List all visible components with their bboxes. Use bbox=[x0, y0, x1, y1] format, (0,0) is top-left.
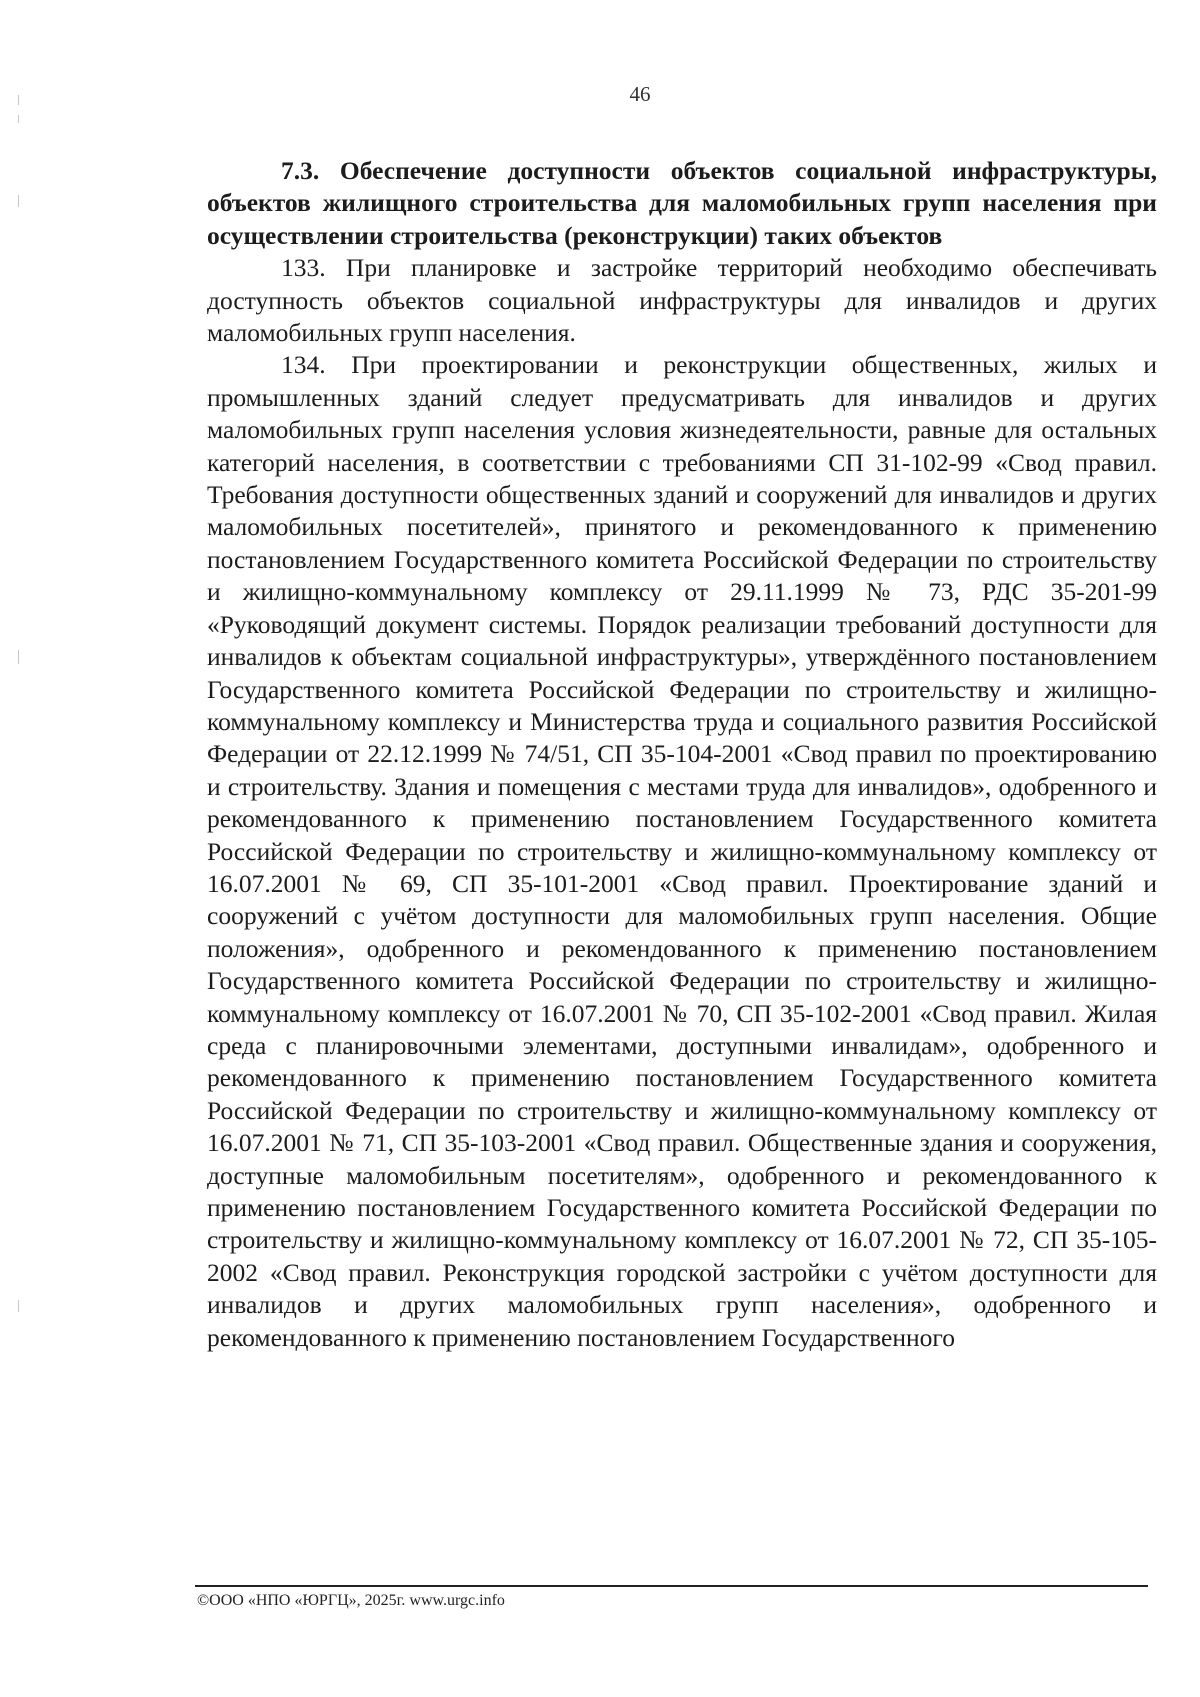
scan-artifact bbox=[18, 1300, 19, 1312]
scan-artifact bbox=[18, 95, 19, 105]
footer-divider bbox=[195, 1585, 1148, 1587]
page-number: 46 bbox=[629, 82, 651, 106]
footer-copyright: ©ООО «НПО «ЮРГЦ», 2025г. www.urgc.info bbox=[197, 1592, 505, 1609]
scan-artifact bbox=[18, 115, 19, 123]
document-body bbox=[207, 155, 1157, 1354]
scan-artifact bbox=[18, 650, 19, 664]
scan-artifact bbox=[18, 195, 19, 207]
paragraph-134: 134. При проектировании и реконструкции общественных, жилых и промышленных зданий следует предусматривать для инвалидов и других маломобильных групп населения условия жизнедеятельности, равные для остальных категорий населения, в соответствии с требованиями СП 31-102-99 «Свод правил. Требования доступности общественных зданий и сооружений для инвалидов и других маломобильных посетителей», принятого и рекомендованного к применению постановлением Государственного комитета Российской Федерации по строительству и жилищно-коммунальному комплексу от 29.11.1999 № 73, РДС 35-201-99 «Руководящий документ системы. Порядок реализации требований доступности для инвалидов к объектам социальной инфраструктуры», утверждённого постановлением Государственного комитета Российской Федерации по строительству и жилищно-коммунальному комплексу и Министерства труда и социального развития Российской Федерации от 22.12.1999 № 74/51, СП 35-104-2001 «Свод правил по проектированию и строительству. Здания и помещения с местами труда для инвалидов», одобренного и рекомендованного к применению постановлением Государственного комитета Российской Федерации по строительству и жилищно-коммунальному комплексу от 16.07.2001 № 69, СП 35-101-2001 «Свод правил. Проектирование зданий и сооружений с учётом доступности для маломобильных групп населения. Общие положения», одобренного и рекомендованного к применению постановлением Государственного комитета Российской Федерации по строительству и жилищно-коммунальному комплексу от 16.07.2001 № 70, СП 35-102-2001 «Свод правил. Жилая среда с планировочными элементами, доступными инвалидам», одобренного и рекомендованного к применению постановлением Государственного комитета Российской Федерации по строительству и жилищно-коммунальному комплексу от 16.07.2001 № 71, СП 35-103-2001 «Свод правил. Общественные здания и сооружения, доступные маломобильным посетителям», одобренного и рекомендованного к применению постановлением Государственного комитета Российской Федерации по строительству и жилищно-коммунальному комплексу от 16.07.2001 № 72, СП 35-105-2002 «Свод правил. Реконструкция городской застройки с учётом доступности для инвалидов и других маломобильных групп населения», одобренного и рекомендованного к применению постановлением Государственного bbox=[207, 350, 1157, 1352]
section-heading: 7.3. Обеспечение доступности объектов социальной инфраструктуры, объектов жилищного строительства для маломобильных групп населения при осуществлении строительства (реконструкции) таких объектов bbox=[207, 156, 1157, 250]
paragraph-133: 133. При планировке и застройке территорий необходимо обеспечивать доступность объектов социальной инфраструктуры для инвалидов и других маломобильных групп населения. bbox=[207, 253, 1157, 348]
